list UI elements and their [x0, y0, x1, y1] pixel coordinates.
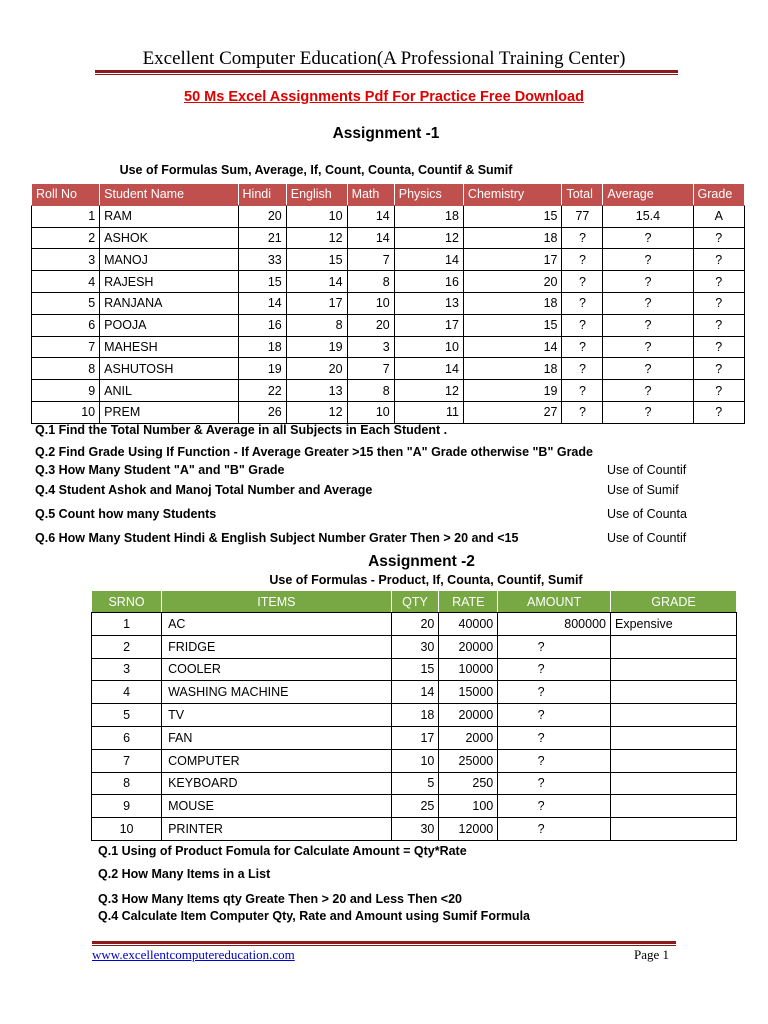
assignment2-title: Assignment -2 — [368, 553, 475, 570]
table-cell: AC — [162, 613, 392, 636]
table-cell: 10 — [394, 336, 463, 358]
table-row — [92, 726, 737, 749]
table-cell: 18 — [463, 358, 562, 380]
table-cell: 800000 — [498, 613, 611, 636]
table-cell: ? — [693, 227, 744, 249]
table-cell: 3 — [347, 336, 394, 358]
table-cell: 20 — [347, 314, 394, 336]
table-cell: ? — [693, 401, 744, 423]
table-cell: RAJESH — [100, 271, 238, 293]
column-header: Math — [347, 184, 394, 206]
table-cell: 12 — [394, 380, 463, 402]
table-row — [92, 818, 737, 841]
table-cell: 15.4 — [603, 205, 693, 227]
column-header: QTY — [391, 591, 439, 613]
table-cell: 5 — [32, 292, 100, 314]
table-cell: ? — [693, 271, 744, 293]
table-cell: 7 — [347, 358, 394, 380]
table-row — [92, 749, 737, 772]
table-cell: 17 — [391, 726, 439, 749]
table-cell: 15 — [391, 658, 439, 681]
column-header: Chemistry — [463, 184, 562, 206]
table-cell: 8 — [92, 772, 162, 795]
table-cell: 10 — [286, 205, 347, 227]
table-cell: 13 — [394, 292, 463, 314]
column-header: Physics — [394, 184, 463, 206]
items-table — [91, 590, 737, 841]
table-cell: 14 — [347, 205, 394, 227]
table-header-row — [32, 184, 745, 206]
header-rule — [95, 70, 678, 73]
table-cell: ? — [603, 249, 693, 271]
footer-rule — [92, 941, 676, 944]
table-cell: 8 — [286, 314, 347, 336]
table-cell: 14 — [463, 336, 562, 358]
table-cell: PREM — [100, 401, 238, 423]
table-cell: 8 — [347, 380, 394, 402]
table-cell: 4 — [92, 681, 162, 704]
table-cell — [611, 818, 737, 841]
question-hint: Use of Countif — [607, 463, 687, 477]
table-cell: 18 — [463, 227, 562, 249]
table-cell: ? — [562, 292, 603, 314]
assignment1-title: Assignment -1 — [332, 125, 440, 142]
table-cell: 5 — [391, 772, 439, 795]
table-cell: 6 — [92, 726, 162, 749]
table-cell: ? — [603, 314, 693, 336]
table-cell — [611, 726, 737, 749]
table-cell: ? — [498, 704, 611, 727]
column-header: Student Name — [100, 184, 238, 206]
table-cell: 14 — [286, 271, 347, 293]
question-text: Q.4 Student Ashok and Manoj Total Number and Average — [35, 483, 373, 497]
table-cell: 6 — [32, 314, 100, 336]
table-cell: ASHOK — [100, 227, 238, 249]
table-cell — [611, 772, 737, 795]
column-header: English — [286, 184, 347, 206]
table-row — [32, 401, 745, 423]
table-cell: PRINTER — [162, 818, 392, 841]
table-cell: 18 — [391, 704, 439, 727]
table-cell: WASHING MACHINE — [162, 681, 392, 704]
table-cell: ? — [562, 271, 603, 293]
table-cell: 15000 — [439, 681, 498, 704]
table-cell: 12 — [286, 401, 347, 423]
table-cell: 4 — [32, 271, 100, 293]
table-cell: 14 — [347, 227, 394, 249]
table-cell: 14 — [394, 249, 463, 271]
header-rule-thin — [95, 74, 678, 75]
table-cell: ? — [693, 336, 744, 358]
table-row — [92, 795, 737, 818]
question-hint: Use of Countif — [607, 531, 687, 545]
table-cell: ? — [562, 314, 603, 336]
table-cell: 9 — [32, 380, 100, 402]
table-cell: 16 — [394, 271, 463, 293]
table-cell: 18 — [463, 292, 562, 314]
table-cell: 20 — [286, 358, 347, 380]
table-cell: MOUSE — [162, 795, 392, 818]
table-cell — [611, 749, 737, 772]
table-cell: 11 — [394, 401, 463, 423]
table-cell: 16 — [238, 314, 286, 336]
table-cell: 19 — [238, 358, 286, 380]
document-title: Excellent Computer Education(A Professional Training Center) — [142, 48, 626, 69]
column-header: AMOUNT — [498, 591, 611, 613]
table-cell: ? — [498, 658, 611, 681]
table-cell: 30 — [391, 818, 439, 841]
table-cell: 20000 — [439, 635, 498, 658]
table-row — [32, 249, 745, 271]
assignment1-subtitle: Use of Formulas Sum, Average, If, Count, Counta, Countif & Sumif — [119, 163, 513, 177]
table-cell: 15 — [238, 271, 286, 293]
table-cell — [611, 704, 737, 727]
table-cell: 15 — [463, 205, 562, 227]
table-cell: 7 — [92, 749, 162, 772]
table-cell: 3 — [32, 249, 100, 271]
table-cell: 25000 — [439, 749, 498, 772]
table-cell: Expensive — [611, 613, 737, 636]
table-row — [92, 613, 737, 636]
table-cell: MANOJ — [100, 249, 238, 271]
question-text: Q.5 Count how many Students — [35, 507, 217, 521]
table-cell: 17 — [463, 249, 562, 271]
table-cell: ? — [693, 292, 744, 314]
table-cell: ? — [562, 358, 603, 380]
question-text: Q.1 Find the Total Number & Average in all Subjects in Each Student . — [35, 423, 448, 437]
table-row — [32, 271, 745, 293]
table-cell: 7 — [32, 336, 100, 358]
table-cell: ? — [603, 401, 693, 423]
table-cell: 13 — [286, 380, 347, 402]
table-cell: ? — [562, 249, 603, 271]
table-cell: 20 — [238, 205, 286, 227]
question-hint: Use of Counta — [607, 507, 687, 521]
table-cell: 30 — [391, 635, 439, 658]
table-cell: 10 — [92, 818, 162, 841]
table-cell — [611, 658, 737, 681]
table-cell: ANIL — [100, 380, 238, 402]
table-cell: TV — [162, 704, 392, 727]
table-cell: ? — [498, 635, 611, 658]
table-cell: 10 — [347, 292, 394, 314]
table-row — [92, 681, 737, 704]
table-cell: ? — [693, 380, 744, 402]
table-cell: 250 — [439, 772, 498, 795]
table-cell: ? — [562, 401, 603, 423]
table-cell: 15 — [463, 314, 562, 336]
table-row — [92, 772, 737, 795]
table-row — [32, 314, 745, 336]
table-cell: 1 — [32, 205, 100, 227]
table-cell: 12 — [394, 227, 463, 249]
table-cell: 14 — [391, 681, 439, 704]
table-cell: ? — [603, 336, 693, 358]
table-cell: ? — [562, 380, 603, 402]
table-row — [92, 658, 737, 681]
table-cell: ? — [498, 749, 611, 772]
table-cell: 14 — [238, 292, 286, 314]
table-cell: 2000 — [439, 726, 498, 749]
download-link[interactable]: 50 Ms Excel Assignments Pdf For Practice Free Download — [184, 89, 584, 105]
table-row — [32, 336, 745, 358]
table-cell: 12 — [286, 227, 347, 249]
table-cell: 26 — [238, 401, 286, 423]
table-cell — [611, 681, 737, 704]
question-text: Q.6 How Many Student Hindi & English Subject Number Grater Then > 20 and <15 — [35, 531, 519, 545]
column-header: Hindi — [238, 184, 286, 206]
table-cell: 2 — [32, 227, 100, 249]
table-cell: 10 — [347, 401, 394, 423]
table-cell: 17 — [286, 292, 347, 314]
table-cell: ASHUTOSH — [100, 358, 238, 380]
table-cell: 22 — [238, 380, 286, 402]
table-cell: A — [693, 205, 744, 227]
question-text: Q.4 Calculate Item Computer Qty, Rate and Amount using Sumif Formula — [98, 909, 530, 923]
table-row — [92, 635, 737, 658]
column-header: Roll No — [32, 184, 100, 206]
table-cell: MAHESH — [100, 336, 238, 358]
question-text: Q.3 How Many Student "A" and "B" Grade — [35, 463, 285, 477]
table-cell: 20 — [391, 613, 439, 636]
table-cell: RANJANA — [100, 292, 238, 314]
table-cell: ? — [498, 818, 611, 841]
table-cell: COOLER — [162, 658, 392, 681]
table-cell: COMPUTER — [162, 749, 392, 772]
table-row — [32, 227, 745, 249]
table-cell: 18 — [238, 336, 286, 358]
table-row — [32, 292, 745, 314]
column-header: Grade — [693, 184, 744, 206]
table-cell: 17 — [394, 314, 463, 336]
question-text: Q.2 How Many Items in a List — [98, 867, 271, 881]
page-number: Page 1 — [634, 947, 670, 962]
table-cell: 18 — [394, 205, 463, 227]
table-cell: ? — [693, 358, 744, 380]
table-cell: ? — [693, 314, 744, 336]
table-cell: 20000 — [439, 704, 498, 727]
question-text: Q.2 Find Grade Using If Function - If Average Greater >15 then "A" Grade otherwise "B" Grade — [35, 445, 593, 459]
table-cell: ? — [603, 292, 693, 314]
table-row — [32, 358, 745, 380]
table-cell: POOJA — [100, 314, 238, 336]
table-cell: ? — [562, 227, 603, 249]
table-cell: 1 — [92, 613, 162, 636]
table-cell: 19 — [463, 380, 562, 402]
table-cell: ? — [693, 249, 744, 271]
column-header: Total — [562, 184, 603, 206]
table-cell: 20 — [463, 271, 562, 293]
table-cell: 19 — [286, 336, 347, 358]
table-cell: 12000 — [439, 818, 498, 841]
question-hint: Use of Sumif — [607, 483, 679, 497]
column-header: Average — [603, 184, 693, 206]
table-cell: 3 — [92, 658, 162, 681]
table-cell: 14 — [394, 358, 463, 380]
table-cell: ? — [603, 227, 693, 249]
table-cell: FAN — [162, 726, 392, 749]
table-cell: 5 — [92, 704, 162, 727]
table-header-row — [92, 591, 737, 613]
table-cell: 27 — [463, 401, 562, 423]
table-cell: 7 — [347, 249, 394, 271]
table-cell: KEYBOARD — [162, 772, 392, 795]
table-cell: ? — [498, 681, 611, 704]
table-cell: ? — [562, 336, 603, 358]
table-row — [32, 380, 745, 402]
table-cell: 33 — [238, 249, 286, 271]
table-cell: 8 — [347, 271, 394, 293]
table-cell: ? — [498, 726, 611, 749]
table-cell — [611, 635, 737, 658]
table-cell: ? — [498, 772, 611, 795]
table-cell: 77 — [562, 205, 603, 227]
table-cell: 100 — [439, 795, 498, 818]
table-cell: 21 — [238, 227, 286, 249]
table-cell: 9 — [92, 795, 162, 818]
table-cell: 2 — [92, 635, 162, 658]
question-text: Q.3 How Many Items qty Greate Then > 20 and Less Then <20 — [98, 892, 463, 906]
table-cell: RAM — [100, 205, 238, 227]
table-cell: 10 — [32, 401, 100, 423]
table-cell: 8 — [32, 358, 100, 380]
table-cell: 15 — [286, 249, 347, 271]
column-header: SRNO — [92, 591, 162, 613]
column-header: GRADE — [611, 591, 737, 613]
question-text: Q.1 Using of Product Fomula for Calculate Amount = Qty*Rate — [98, 844, 467, 858]
table-cell: ? — [603, 271, 693, 293]
website-link[interactable]: www.excellentcomputereducation.com — [92, 947, 295, 962]
table-row — [32, 205, 745, 227]
assignment2-subtitle: Use of Formulas - Product, If, Counta, Countif, Sumif — [269, 573, 583, 587]
table-cell — [611, 795, 737, 818]
table-cell: 10 — [391, 749, 439, 772]
table-cell: FRIDGE — [162, 635, 392, 658]
table-cell: 40000 — [439, 613, 498, 636]
table-cell: ? — [603, 380, 693, 402]
column-header: ITEMS — [162, 591, 392, 613]
table-cell: ? — [498, 795, 611, 818]
table-cell: 10000 — [439, 658, 498, 681]
column-header: RATE — [439, 591, 498, 613]
table-cell: ? — [603, 358, 693, 380]
table-cell: 25 — [391, 795, 439, 818]
table-row — [92, 704, 737, 727]
student-marks-table — [31, 183, 745, 424]
footer-rule-thin — [92, 945, 676, 946]
